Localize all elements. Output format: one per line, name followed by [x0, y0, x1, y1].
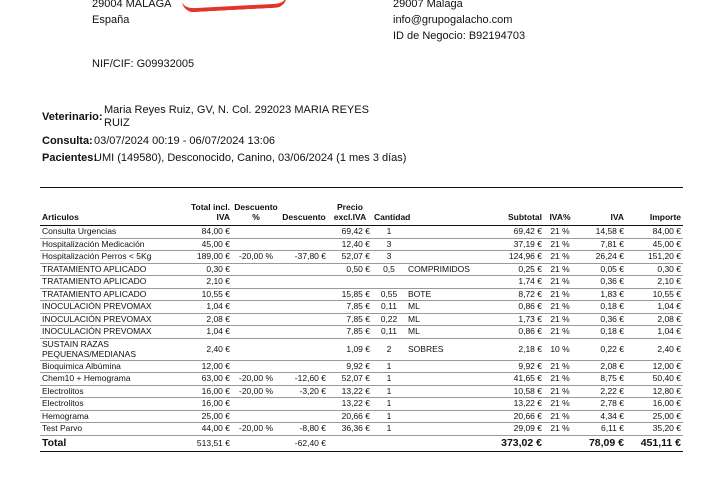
- cell-total-incl: 1,04 €: [178, 301, 232, 314]
- col-subtotal: Subtotal: [478, 194, 544, 226]
- cell-descuento: [280, 288, 328, 301]
- cell-iva: 6,11 €: [576, 423, 626, 436]
- total-total-incl: 513,51 €: [178, 435, 232, 451]
- cell-iva: 0,18 €: [576, 301, 626, 314]
- cell-total-incl: 25,00 €: [178, 410, 232, 423]
- cell-subtotal: 13,22 €: [478, 398, 544, 411]
- cell-unidad: COMPRIMIDOS: [406, 263, 478, 276]
- cell-descuento: [280, 226, 328, 239]
- cell-iva: 2,22 €: [576, 385, 626, 398]
- table-row: [40, 360, 683, 373]
- cell-descuento: [280, 410, 328, 423]
- cell-total-incl: 10,55 €: [178, 288, 232, 301]
- cell-cantidad: [372, 276, 406, 289]
- table-row: [40, 326, 683, 339]
- cell-iva-pct: 10 %: [544, 338, 576, 360]
- cell-unidad: [406, 398, 478, 411]
- cell-iva: 14,58 €: [576, 226, 626, 239]
- cell-precio: 7,85 €: [328, 301, 372, 314]
- total-row: [40, 435, 683, 451]
- cell-cantidad: 0,55: [372, 288, 406, 301]
- cell-iva-pct: 21 %: [544, 238, 576, 251]
- cell-iva-pct: 21 %: [544, 276, 576, 289]
- cell-cantidad: 1: [372, 360, 406, 373]
- cell-cantidad: 0,11: [372, 326, 406, 339]
- cell-descuento-pct: -20,00 %: [232, 373, 280, 386]
- cell-precio: 7,85 €: [328, 326, 372, 339]
- cell-total-incl: 63,00 €: [178, 373, 232, 386]
- cell-cantidad: 0,5: [372, 263, 406, 276]
- cell-descuento-pct: [232, 238, 280, 251]
- cell-importe: 1,04 €: [626, 301, 683, 314]
- col-total-incl: Total incl. IVA: [178, 194, 232, 226]
- cell-unidad: SOBRES: [406, 338, 478, 360]
- cell-descuento: [280, 338, 328, 360]
- consult-value: 03/07/2024 00:19 - 06/07/2024 13:06: [94, 135, 276, 147]
- cell-iva-pct: 21 %: [544, 263, 576, 276]
- col-unidad: [406, 194, 478, 226]
- cell-articulo: Hospitalización Medicación: [40, 238, 178, 251]
- cell-descuento-pct: -20,00 %: [232, 385, 280, 398]
- cell-descuento-pct: [232, 313, 280, 326]
- cell-unidad: ML: [406, 326, 478, 339]
- cell-precio: 9,92 €: [328, 360, 372, 373]
- cell-precio: 20,66 €: [328, 410, 372, 423]
- cell-total-incl: 45,00 €: [178, 238, 232, 251]
- cell-articulo: Electrolitos: [40, 398, 178, 411]
- cell-articulo: Test Parvo: [40, 423, 178, 436]
- table-header-row: [40, 194, 683, 226]
- cell-total-incl: 16,00 €: [178, 398, 232, 411]
- cell-descuento: [280, 398, 328, 411]
- cell-unidad: [406, 410, 478, 423]
- cell-articulo: Hospitalización Perros < 5Kg: [40, 251, 178, 264]
- cell-subtotal: 37,19 €: [478, 238, 544, 251]
- cell-descuento: -8,80 €: [280, 423, 328, 436]
- cell-importe: 0,30 €: [626, 263, 683, 276]
- total-descuento: -62,40 €: [280, 435, 328, 451]
- client-address: [393, 0, 525, 44]
- cell-cantidad: 1: [372, 423, 406, 436]
- cell-precio: 52,07 €: [328, 373, 372, 386]
- cell-articulo: Bioquimica Albúmina: [40, 360, 178, 373]
- cell-descuento-pct: [232, 226, 280, 239]
- total-articulo: Total: [40, 435, 178, 451]
- col-articulos: Articulos: [40, 194, 178, 226]
- cell-descuento: [280, 263, 328, 276]
- cell-descuento: -12,60 €: [280, 373, 328, 386]
- cell-cantidad: 0,22: [372, 313, 406, 326]
- cell-precio: 1,09 €: [328, 338, 372, 360]
- cell-iva-pct: 21 %: [544, 288, 576, 301]
- cell-importe: 16,00 €: [626, 398, 683, 411]
- total-iva: 78,09 €: [576, 435, 626, 451]
- cell-importe: 2,10 €: [626, 276, 683, 289]
- consult-label: Consulta:: [42, 135, 93, 147]
- cell-precio: 13,22 €: [328, 385, 372, 398]
- cell-subtotal: 1,73 €: [478, 313, 544, 326]
- client-email: info@grupogalacho.com: [393, 14, 513, 26]
- cell-subtotal: 41,65 €: [478, 373, 544, 386]
- cell-descuento-pct: [232, 338, 280, 360]
- cell-importe: 25,00 €: [626, 410, 683, 423]
- cell-articulo: TRATAMIENTO APLICADO: [40, 288, 178, 301]
- cell-precio: 15,85 €: [328, 288, 372, 301]
- cell-total-incl: 84,00 €: [178, 226, 232, 239]
- cell-subtotal: 29,09 €: [478, 423, 544, 436]
- cell-descuento: [280, 276, 328, 289]
- cell-unidad: [406, 360, 478, 373]
- cell-iva-pct: 21 %: [544, 385, 576, 398]
- cell-precio: 69,42 €: [328, 226, 372, 239]
- cell-importe: 12,00 €: [626, 360, 683, 373]
- cell-importe: 2,08 €: [626, 313, 683, 326]
- cell-iva: 2,78 €: [576, 398, 626, 411]
- table-row: [40, 313, 683, 326]
- cell-importe: 2,40 €: [626, 338, 683, 360]
- cell-importe: 84,00 €: [626, 226, 683, 239]
- cell-descuento-pct: [232, 360, 280, 373]
- cell-iva: 0,05 €: [576, 263, 626, 276]
- table-row: [40, 423, 683, 436]
- table-top-rule: [40, 187, 683, 188]
- cell-iva: 2,08 €: [576, 360, 626, 373]
- cell-unidad: ML: [406, 301, 478, 314]
- cell-subtotal: 2,18 €: [478, 338, 544, 360]
- cell-unidad: ML: [406, 313, 478, 326]
- cell-iva-pct: 21 %: [544, 423, 576, 436]
- table-row: [40, 385, 683, 398]
- cell-unidad: [406, 423, 478, 436]
- cell-cantidad: 0,11: [372, 301, 406, 314]
- total-descuento-pct: [232, 435, 280, 451]
- total-importe: 451,11 €: [626, 435, 683, 451]
- total-cantidad: [372, 435, 406, 451]
- cell-articulo: Consulta Urgencias: [40, 226, 178, 239]
- cell-importe: 50,40 €: [626, 373, 683, 386]
- redaction-scribble: [182, 0, 287, 13]
- cell-iva: 4,34 €: [576, 410, 626, 423]
- cell-importe: 10,55 €: [626, 288, 683, 301]
- cell-iva: 0,22 €: [576, 338, 626, 360]
- total-iva-pct: [544, 435, 576, 451]
- cell-total-incl: 2,40 €: [178, 338, 232, 360]
- cell-unidad: [406, 373, 478, 386]
- cell-total-incl: 189,00 €: [178, 251, 232, 264]
- cell-total-incl: 16,00 €: [178, 385, 232, 398]
- table-row: [40, 301, 683, 314]
- cell-precio: 7,85 €: [328, 313, 372, 326]
- cell-precio: 52,07 €: [328, 251, 372, 264]
- table-row: [40, 288, 683, 301]
- cell-cantidad: 3: [372, 238, 406, 251]
- cell-iva-pct: 21 %: [544, 251, 576, 264]
- cell-total-incl: 12,00 €: [178, 360, 232, 373]
- cell-subtotal: 0,25 €: [478, 263, 544, 276]
- cell-iva-pct: 21 %: [544, 410, 576, 423]
- cell-descuento: [280, 313, 328, 326]
- cell-cantidad: 1: [372, 410, 406, 423]
- cell-precio: 12,40 €: [328, 238, 372, 251]
- cell-iva: 26,24 €: [576, 251, 626, 264]
- cell-precio: 0,50 €: [328, 263, 372, 276]
- cell-cantidad: 3: [372, 251, 406, 264]
- cell-articulo: INOCULACIÓN PREVOMAX: [40, 326, 178, 339]
- cell-descuento: [280, 326, 328, 339]
- cell-articulo: TRATAMIENTO APLICADO: [40, 263, 178, 276]
- cell-unidad: [406, 226, 478, 239]
- cell-iva: 0,36 €: [576, 276, 626, 289]
- cell-descuento-pct: [232, 276, 280, 289]
- cell-unidad: BOTE: [406, 288, 478, 301]
- cell-iva: 0,18 €: [576, 326, 626, 339]
- table-row: [40, 251, 683, 264]
- cell-iva-pct: 21 %: [544, 313, 576, 326]
- cell-unidad: [406, 238, 478, 251]
- cell-descuento: [280, 360, 328, 373]
- cell-iva-pct: 21 %: [544, 373, 576, 386]
- cell-importe: 12,80 €: [626, 385, 683, 398]
- cell-articulo: Chem10 + Hemograma: [40, 373, 178, 386]
- cell-descuento: -3,20 €: [280, 385, 328, 398]
- cell-unidad: [406, 276, 478, 289]
- cell-descuento-pct: -20,00 %: [232, 251, 280, 264]
- cell-descuento-pct: [232, 301, 280, 314]
- col-iva: IVA: [576, 194, 626, 226]
- cell-unidad: [406, 385, 478, 398]
- cell-articulo: TRATAMIENTO APLICADO: [40, 276, 178, 289]
- cell-cantidad: 1: [372, 226, 406, 239]
- table-row: [40, 338, 683, 360]
- cell-iva-pct: 21 %: [544, 398, 576, 411]
- cell-iva: 0,36 €: [576, 313, 626, 326]
- table-row: [40, 398, 683, 411]
- cell-cantidad: 1: [372, 373, 406, 386]
- cell-total-incl: 0,30 €: [178, 263, 232, 276]
- table-row: [40, 238, 683, 251]
- cell-descuento-pct: [232, 410, 280, 423]
- cell-iva-pct: 21 %: [544, 226, 576, 239]
- table-row: [40, 410, 683, 423]
- cell-subtotal: 20,66 €: [478, 410, 544, 423]
- vet-value: Maria Reyes Ruiz, GV, N. Col. 292023 MARIA REYES RUIZ: [104, 104, 369, 129]
- patients-label: Pacientes:: [42, 152, 98, 164]
- cell-iva: 8,75 €: [576, 373, 626, 386]
- cell-importe: 45,00 €: [626, 238, 683, 251]
- cell-subtotal: 1,74 €: [478, 276, 544, 289]
- col-importe: Importe: [626, 194, 683, 226]
- table-row: [40, 276, 683, 289]
- cell-articulo: Electrolitos: [40, 385, 178, 398]
- col-descuento-pct: Descuento %: [232, 194, 280, 226]
- table-row: [40, 263, 683, 276]
- cell-cantidad: 1: [372, 385, 406, 398]
- clinic-nif: NIF/CIF: G09932005: [92, 58, 195, 70]
- cell-importe: 1,04 €: [626, 326, 683, 339]
- cell-iva-pct: 21 %: [544, 360, 576, 373]
- clinic-postal-city: 29004 MALAGA: [92, 0, 172, 10]
- cell-subtotal: 9,92 €: [478, 360, 544, 373]
- cell-descuento-pct: -20,00 %: [232, 423, 280, 436]
- cell-cantidad: 1: [372, 398, 406, 411]
- cell-articulo: INOCULACIÓN PREVOMAX: [40, 301, 178, 314]
- cell-subtotal: 0,86 €: [478, 326, 544, 339]
- cell-descuento: [280, 238, 328, 251]
- cell-total-incl: 1,04 €: [178, 326, 232, 339]
- col-cantidad: Cantidad: [372, 194, 406, 226]
- table-row: [40, 226, 683, 239]
- clinic-country: España: [92, 14, 130, 26]
- cell-iva: 1,83 €: [576, 288, 626, 301]
- cell-precio: 36,36 €: [328, 423, 372, 436]
- cell-precio: 13,22 €: [328, 398, 372, 411]
- cell-descuento-pct: [232, 326, 280, 339]
- total-unidad: [406, 435, 478, 451]
- cell-precio: [328, 276, 372, 289]
- cell-iva-pct: 21 %: [544, 326, 576, 339]
- table-row: [40, 373, 683, 386]
- cell-total-incl: 2,08 €: [178, 313, 232, 326]
- cell-total-incl: 44,00 €: [178, 423, 232, 436]
- vet-label: Veterinario:: [42, 111, 103, 123]
- cell-articulo: INOCULACIÓN PREVOMAX: [40, 313, 178, 326]
- cell-descuento-pct: [232, 288, 280, 301]
- total-subtotal: 373,02 €: [478, 435, 544, 451]
- col-descuento: Descuento: [280, 194, 328, 226]
- cell-unidad: [406, 251, 478, 264]
- client-postal-city: 29007 Malaga: [393, 0, 463, 10]
- cell-total-incl: 2,10 €: [178, 276, 232, 289]
- cell-articulo: SUSTAIN RAZAS PEQUENAS/MEDIANAS: [40, 338, 178, 360]
- col-iva-pct: IVA%: [544, 194, 576, 226]
- cell-subtotal: 69,42 €: [478, 226, 544, 239]
- cell-subtotal: 10,58 €: [478, 385, 544, 398]
- cell-descuento-pct: [232, 398, 280, 411]
- cell-descuento: -37,80 €: [280, 251, 328, 264]
- invoice-table: [40, 194, 683, 452]
- cell-subtotal: 124,96 €: [478, 251, 544, 264]
- cell-importe: 35,20 €: [626, 423, 683, 436]
- cell-cantidad: 2: [372, 338, 406, 360]
- patients-value: UMI (149580), Desconocido, Canino, 03/06/2024 (1 mes 3 días): [94, 152, 407, 164]
- cell-articulo: Hemograma: [40, 410, 178, 423]
- cell-subtotal: 8,72 €: [478, 288, 544, 301]
- cell-iva: 7,81 €: [576, 238, 626, 251]
- col-precio: Precio excl.IVA: [328, 194, 372, 226]
- cell-importe: 151,20 €: [626, 251, 683, 264]
- cell-subtotal: 0,86 €: [478, 301, 544, 314]
- total-precio: [328, 435, 372, 451]
- client-business-id: ID de Negocio: B92194703: [393, 30, 526, 42]
- cell-iva-pct: 21 %: [544, 301, 576, 314]
- clinic-address: [92, 0, 172, 28]
- cell-descuento-pct: [232, 263, 280, 276]
- cell-descuento: [280, 301, 328, 314]
